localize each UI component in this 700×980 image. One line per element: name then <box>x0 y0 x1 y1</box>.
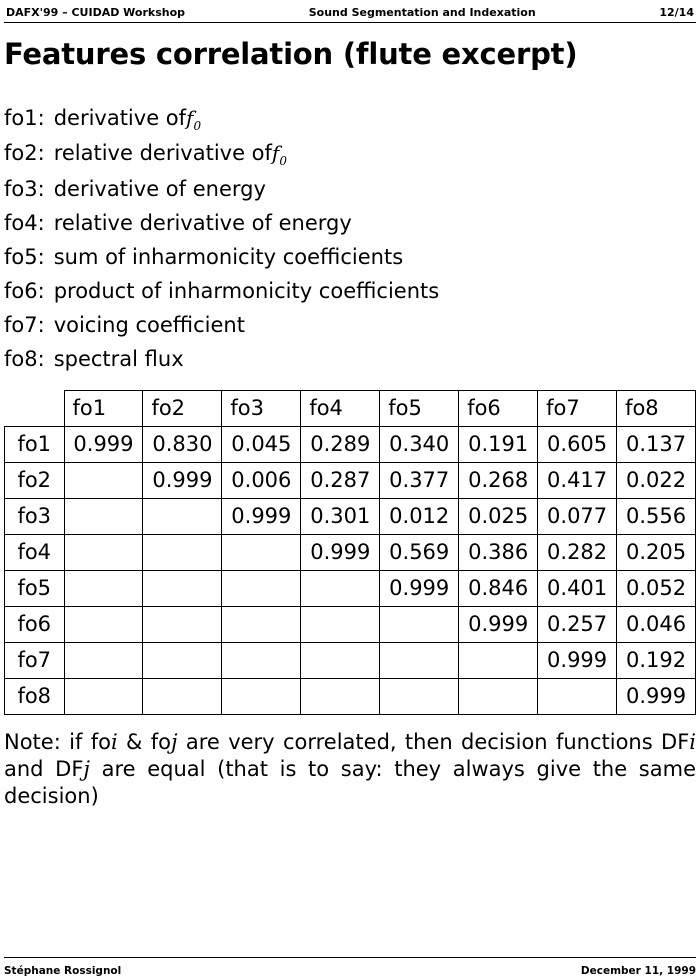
feature-key: fo4: <box>4 210 45 235</box>
header-center-text: Sound Segmentation and Indexation <box>308 6 536 19</box>
feature-label: sum of inharmonicity coefficients <box>53 244 404 269</box>
table-cell: 0.012 <box>380 498 459 534</box>
feature-label: relative derivative of energy <box>53 210 352 235</box>
table-cell <box>301 570 380 606</box>
table-cell: 0.999 <box>380 570 459 606</box>
table-cell: 0.340 <box>380 426 459 462</box>
feature-key: fo8: <box>4 346 45 371</box>
table-corner-cell <box>5 390 65 426</box>
table-cell <box>222 678 301 714</box>
table-column-header: fo4 <box>301 390 380 426</box>
note-text-part: & fo <box>117 729 172 754</box>
table-cell: 0.605 <box>538 426 617 462</box>
feature-math-symbol: $f_0$ <box>186 105 202 133</box>
table-cell <box>538 678 617 714</box>
feature-key: fo1: <box>4 105 45 130</box>
table-cell: 0.417 <box>538 462 617 498</box>
table-column-header: fo5 <box>380 390 459 426</box>
table-row <box>5 606 696 642</box>
table-cell <box>222 642 301 678</box>
table-column-header: fo7 <box>538 390 617 426</box>
table-row-header: fo6 <box>5 606 65 642</box>
slide-header <box>4 6 696 22</box>
table-header-row <box>5 390 696 426</box>
feature-label: voicing coefficient <box>53 312 245 337</box>
table-row-header: fo1 <box>5 426 65 462</box>
note-index-i: i <box>689 729 697 754</box>
table-cell: 0.401 <box>538 570 617 606</box>
table-row <box>5 570 696 606</box>
note-text-part: and DF <box>4 756 84 781</box>
table-cell <box>64 642 143 678</box>
table-cell: 0.046 <box>617 606 696 642</box>
table-row-header: fo5 <box>5 570 65 606</box>
table-row <box>5 642 696 678</box>
note-index-j: j <box>83 756 90 781</box>
table-cell: 0.205 <box>617 534 696 570</box>
table-cell <box>459 642 538 678</box>
table-cell <box>143 642 222 678</box>
feature-key: fo2: <box>4 141 45 166</box>
table-cell <box>301 678 380 714</box>
feature-key: fo6: <box>4 278 45 303</box>
table-cell: 0.022 <box>617 462 696 498</box>
feature-label: relative derivative of <box>53 141 272 166</box>
list-item <box>4 101 696 136</box>
table-cell: 0.569 <box>380 534 459 570</box>
feature-label: derivative of energy <box>53 176 266 201</box>
note-text-part: Note: if fo <box>4 729 111 754</box>
table-row <box>5 462 696 498</box>
feature-key: fo5: <box>4 244 45 269</box>
table-row-header: fo7 <box>5 642 65 678</box>
table-cell: 0.287 <box>301 462 380 498</box>
table-cell: 0.268 <box>459 462 538 498</box>
table-row-header: fo2 <box>5 462 65 498</box>
table-cell: 0.137 <box>617 426 696 462</box>
list-item <box>4 206 696 240</box>
table-cell <box>301 642 380 678</box>
table-row <box>5 426 696 462</box>
note-paragraph <box>4 729 696 810</box>
table-cell: 0.386 <box>459 534 538 570</box>
feature-label: derivative of <box>53 105 187 130</box>
table-cell: 0.556 <box>617 498 696 534</box>
table-cell <box>301 606 380 642</box>
table-cell <box>380 642 459 678</box>
table-cell <box>64 606 143 642</box>
slide-footer <box>4 965 696 977</box>
correlation-table <box>4 390 696 715</box>
table-cell <box>64 462 143 498</box>
table-row-header: fo3 <box>5 498 65 534</box>
page-title: Features correlation (flute excerpt) <box>4 37 578 71</box>
footer-divider <box>4 957 696 958</box>
table-cell: 0.192 <box>617 642 696 678</box>
table-cell: 0.006 <box>222 462 301 498</box>
table-cell <box>64 534 143 570</box>
list-item <box>4 172 696 206</box>
feature-label: spectral flux <box>53 346 184 371</box>
table-cell: 0.830 <box>143 426 222 462</box>
table-row <box>5 534 696 570</box>
list-item <box>4 240 696 274</box>
table-cell: 0.999 <box>617 678 696 714</box>
table-column-header: fo2 <box>143 390 222 426</box>
table-cell: 0.999 <box>538 642 617 678</box>
table-cell <box>143 498 222 534</box>
footer-date: December 11, 1999 <box>580 965 696 977</box>
table-cell <box>143 534 222 570</box>
table-cell: 0.052 <box>617 570 696 606</box>
table-column-header: fo8 <box>617 390 696 426</box>
table-cell: 0.999 <box>459 606 538 642</box>
note-index-j: j <box>171 729 178 754</box>
table-row-header: fo4 <box>5 534 65 570</box>
table-cell: 0.045 <box>222 426 301 462</box>
table-cell <box>380 678 459 714</box>
table-cell: 0.846 <box>459 570 538 606</box>
list-item <box>4 342 696 376</box>
feature-key: fo3: <box>4 176 45 201</box>
table-cell <box>64 570 143 606</box>
table-column-header: fo3 <box>222 390 301 426</box>
table-cell: 0.999 <box>143 462 222 498</box>
table-row <box>5 498 696 534</box>
table-cell <box>222 606 301 642</box>
table-cell: 0.289 <box>301 426 380 462</box>
header-left-text: DAFX'99 – CUIDAD Workshop <box>6 6 186 19</box>
header-page-number: 12/14 <box>659 6 694 19</box>
feature-math-symbol: $f_0$ <box>271 141 287 169</box>
note-text-part: are very correlated, then decision functions DF <box>177 729 690 754</box>
list-item <box>4 274 696 308</box>
table-cell: 0.999 <box>301 534 380 570</box>
table-cell <box>64 498 143 534</box>
table-cell <box>459 678 538 714</box>
table-cell <box>222 534 301 570</box>
table-cell <box>222 570 301 606</box>
feature-label: product of inharmonicity coefficients <box>53 278 440 303</box>
table-cell: 0.257 <box>538 606 617 642</box>
footer-author: Stéphane Rossignol <box>4 965 122 977</box>
table-cell: 0.282 <box>538 534 617 570</box>
table-cell: 0.191 <box>459 426 538 462</box>
table-column-header: fo1 <box>64 390 143 426</box>
list-item <box>4 136 696 171</box>
table-column-header: fo6 <box>459 390 538 426</box>
table-row-header: fo8 <box>5 678 65 714</box>
feature-key: fo7: <box>4 312 45 337</box>
table-cell: 0.077 <box>538 498 617 534</box>
table-cell <box>143 570 222 606</box>
table-row <box>5 678 696 714</box>
note-index-i: i <box>110 729 118 754</box>
table-cell: 0.999 <box>222 498 301 534</box>
header-divider <box>4 22 696 23</box>
table-cell: 0.999 <box>64 426 143 462</box>
list-item <box>4 308 696 342</box>
table-cell: 0.377 <box>380 462 459 498</box>
feature-definition-list <box>4 101 696 376</box>
table-cell <box>380 606 459 642</box>
table-cell <box>64 678 143 714</box>
table-cell: 0.025 <box>459 498 538 534</box>
table-cell <box>143 678 222 714</box>
table-cell <box>143 606 222 642</box>
table-cell: 0.301 <box>301 498 380 534</box>
note-text-part: are equal (that is to say: they always give the same decision) <box>4 756 696 808</box>
